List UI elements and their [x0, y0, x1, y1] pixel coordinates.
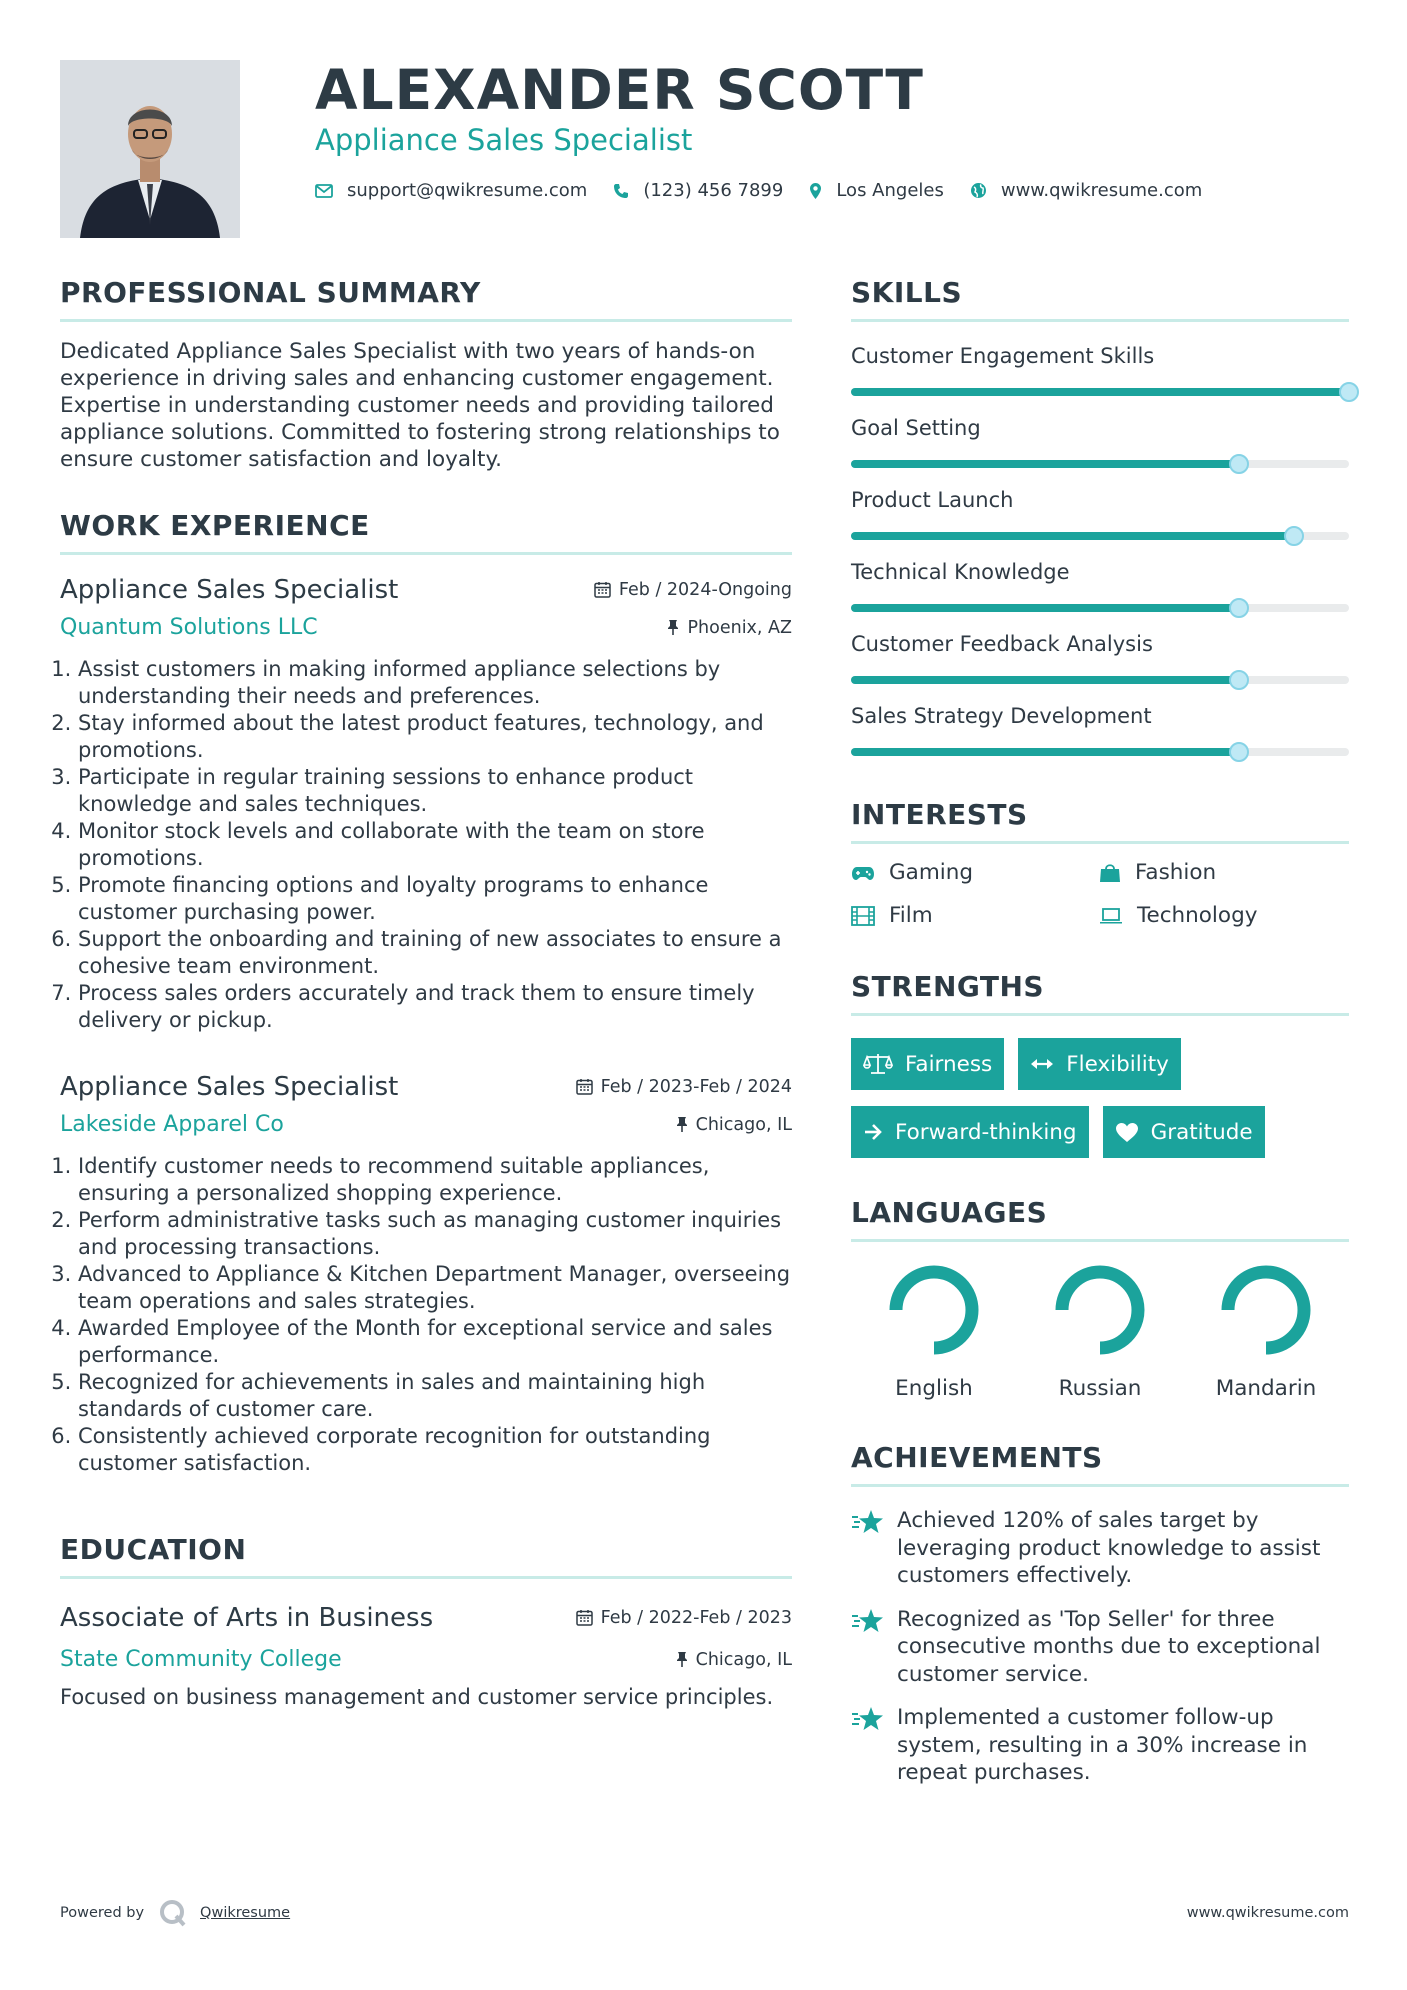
language-name: Mandarin — [1215, 1376, 1317, 1401]
skill-bar-fill — [851, 676, 1239, 684]
interest-label: Technology — [1137, 903, 1258, 928]
job-title: Appliance Sales Specialist — [60, 1072, 399, 1102]
skill-name: Customer Feedback Analysis — [851, 632, 1153, 656]
contact-email-text: support@qwikresume.com — [347, 180, 588, 201]
skill-bar-fill — [851, 748, 1239, 756]
strengths-section — [851, 970, 1349, 1158]
company-name: Lakeside Apparel Co — [60, 1112, 284, 1137]
summary-text: Dedicated Appliance Sales Specialist with two years of hands-on experience in driving sales and enhancing customer engagement. Expertise in understanding customer needs and providing tailored appliance solutions. Committed to fostering strong relationships to ensure customer satisfaction and loyalty. — [60, 339, 780, 472]
list-item: 5. Promote financing options and loyalty programs to enhance customer purchasing power. — [78, 872, 792, 926]
skill-bar-track — [851, 532, 1349, 540]
contact-website-text: www.qwikresume.com — [1000, 180, 1203, 201]
star-award-icon — [851, 1509, 885, 1535]
footer-powered-by — [60, 1898, 290, 1928]
languages-section — [851, 1196, 1349, 1401]
skill-bar-fill — [851, 532, 1294, 540]
job-location-text: Phoenix, AZ — [687, 617, 792, 638]
language-name: English — [895, 1376, 973, 1401]
list-item: 1. Identify customer needs to recommend suitable appliances, ensuring a personalized shopping experience. — [78, 1153, 792, 1207]
interest-label: Fashion — [1135, 860, 1217, 885]
skill-name: Goal Setting — [851, 416, 981, 440]
job-date-text: Feb / 2024-Ongoing — [618, 579, 792, 600]
achievement-item — [851, 1704, 1349, 1787]
star-award-icon — [851, 1608, 885, 1634]
calendar-icon — [594, 581, 611, 598]
candidate-name: ALEXANDER SCOTT — [315, 58, 924, 122]
skill-item — [851, 488, 1349, 540]
achievement-item — [851, 1507, 1349, 1590]
footer-website[interactable]: www.qwikresume.com — [1186, 1905, 1349, 1921]
achievement-text: Recognized as 'Top Seller' for three consecutive months due to exceptional customer service. — [897, 1606, 1321, 1687]
job-date — [594, 580, 792, 600]
skill-item — [851, 704, 1349, 756]
skill-name: Customer Engagement Skills — [851, 344, 1155, 368]
left-column — [60, 276, 792, 1711]
heart-icon — [1115, 1122, 1139, 1143]
job-location — [676, 1115, 792, 1135]
interest-item — [851, 860, 1099, 885]
phone-icon — [613, 183, 629, 199]
skill-bar-fill — [851, 388, 1349, 396]
contact-phone-text: (123) 456 7899 — [643, 180, 784, 201]
calendar-icon — [576, 1609, 593, 1626]
job-duties — [60, 656, 792, 1034]
language-ring — [1218, 1262, 1314, 1358]
skill-bar-knob — [1229, 454, 1249, 474]
contact-email[interactable] — [315, 180, 587, 201]
calendar-icon — [576, 1078, 593, 1095]
achievement-item — [851, 1606, 1349, 1689]
interests-heading: INTERESTS — [851, 798, 1349, 844]
language-ring — [886, 1262, 982, 1358]
education-description: Focused on business management and customer service principles. — [60, 1685, 774, 1709]
interest-item — [851, 903, 1099, 928]
education-location — [676, 1650, 792, 1670]
globe-icon — [970, 182, 987, 199]
skills-section — [851, 276, 1349, 756]
skill-bar-track — [851, 748, 1349, 756]
skill-bar-knob — [1229, 742, 1249, 762]
job-location-text: Chicago, IL — [695, 1114, 792, 1135]
profile-photo — [60, 60, 240, 238]
summary-heading: PROFESSIONAL SUMMARY — [60, 276, 792, 322]
shopping-bag-icon — [1099, 863, 1121, 883]
skill-bar-fill — [851, 460, 1239, 468]
list-item: 2. Perform administrative tasks such as managing customer inquiries and processing transactions. — [78, 1207, 792, 1261]
skill-item — [851, 344, 1349, 396]
pushpin-icon — [676, 1651, 688, 1668]
job-date-text: Feb / 2023-Feb / 2024 — [600, 1076, 792, 1097]
interest-label: Gaming — [889, 860, 974, 885]
envelope-icon — [315, 184, 333, 198]
list-item: 6. Consistently achieved corporate recognition for outstanding customer satisfaction. — [78, 1423, 792, 1477]
skills-heading: SKILLS — [851, 276, 1349, 322]
skill-bar-knob — [1284, 526, 1304, 546]
interest-label: Film — [889, 903, 933, 928]
list-item: 1. Assist customers in making informed appliance selections by understanding their needs and preferences. — [78, 656, 792, 710]
arrow-right-icon — [863, 1123, 883, 1141]
powered-by-text: Powered by — [60, 1905, 145, 1921]
skill-bar-knob — [1339, 382, 1359, 402]
pushpin-icon — [676, 1116, 688, 1133]
achievements-heading: ACHIEVEMENTS — [851, 1441, 1349, 1487]
list-item: 5. Recognized for achievements in sales and maintaining high standards of customer care. — [78, 1369, 792, 1423]
strength-badge — [1103, 1106, 1265, 1158]
work-heading: WORK EXPERIENCE — [60, 509, 792, 555]
contact-location — [809, 180, 944, 201]
list-item: 7. Process sales orders accurately and track them to ensure timely delivery or pickup. — [78, 980, 792, 1034]
languages-heading: LANGUAGES — [851, 1196, 1349, 1242]
strength-badge — [1018, 1038, 1181, 1090]
star-award-icon — [851, 1706, 885, 1732]
list-item: 4. Monitor stock levels and collaborate with the team on store promotions. — [78, 818, 792, 872]
language-item — [851, 1262, 1017, 1401]
skill-item — [851, 560, 1349, 612]
summary-section — [60, 276, 792, 473]
job-location — [667, 618, 792, 638]
list-item: 4. Awarded Employee of the Month for exceptional service and sales performance. — [78, 1315, 792, 1369]
strength-label: Forward-thinking — [895, 1119, 1077, 1145]
strength-label: Gratitude — [1150, 1119, 1253, 1145]
job-duties — [60, 1153, 792, 1477]
map-pin-icon — [809, 182, 822, 200]
achievement-text: Achieved 120% of sales target by leveraging product knowledge to assist customers effectively. — [897, 1508, 1321, 1588]
list-item: 3. Advanced to Appliance & Kitchen Department Manager, overseeing team operations and sales strategies. — [78, 1261, 792, 1315]
education-location-text: Chicago, IL — [695, 1649, 792, 1670]
film-icon — [851, 906, 875, 926]
skill-name: Sales Strategy Development — [851, 704, 1152, 728]
strengths-heading: STRENGTHS — [851, 970, 1349, 1016]
job-entry-1 — [60, 575, 792, 1034]
skill-item — [851, 632, 1349, 684]
interests-section — [851, 798, 1349, 928]
skill-bar-knob — [1229, 598, 1249, 618]
strength-label: Fairness — [905, 1051, 993, 1077]
job-title: Appliance Sales Specialist — [60, 575, 399, 605]
contact-phone[interactable] — [613, 180, 783, 201]
job-date — [576, 1077, 792, 1097]
strength-badge — [851, 1106, 1089, 1158]
education-section — [60, 1533, 792, 1711]
skill-name: Technical Knowledge — [851, 560, 1070, 584]
interest-item — [1099, 860, 1347, 885]
right-column — [851, 276, 1349, 1803]
language-ring — [1052, 1262, 1148, 1358]
contact-website[interactable] — [970, 180, 1202, 201]
candidate-role: Appliance Sales Specialist — [315, 123, 693, 157]
qwikresume-logo-icon — [158, 1898, 188, 1928]
contact-bar — [315, 180, 1228, 201]
language-name: Russian — [1058, 1376, 1142, 1401]
list-item: 3. Participate in regular training sessions to enhance product knowledge and sales techniques. — [78, 764, 792, 818]
strength-badge — [851, 1038, 1004, 1090]
education-date-text: Feb / 2022-Feb / 2023 — [600, 1607, 792, 1628]
gamepad-icon — [851, 865, 875, 881]
skills-list — [851, 344, 1349, 756]
arrows-horizontal-icon — [1030, 1057, 1054, 1071]
skill-bar-fill — [851, 604, 1239, 612]
language-item — [1183, 1262, 1349, 1401]
work-section — [60, 509, 792, 1477]
skill-bar-track — [851, 460, 1349, 468]
skill-bar-track — [851, 604, 1349, 612]
education-date — [576, 1608, 792, 1628]
skill-name: Product Launch — [851, 488, 1014, 512]
laptop-icon — [1099, 907, 1123, 925]
interest-item — [1099, 903, 1347, 928]
pushpin-icon — [667, 619, 679, 636]
strength-label: Flexibility — [1066, 1051, 1169, 1077]
balance-scale-icon — [863, 1053, 893, 1075]
achievements-section — [851, 1441, 1349, 1787]
education-heading: EDUCATION — [60, 1533, 792, 1579]
company-name: Quantum Solutions LLC — [60, 615, 318, 640]
skill-bar-track — [851, 676, 1349, 684]
degree-title: Associate of Arts in Business — [60, 1603, 434, 1633]
job-entry-2 — [60, 1072, 792, 1477]
language-item — [1017, 1262, 1183, 1401]
skill-item — [851, 416, 1349, 468]
contact-location-text: Los Angeles — [836, 180, 944, 201]
school-name: State Community College — [60, 1647, 342, 1672]
list-item: 6. Support the onboarding and training of new associates to ensure a cohesive team environment. — [78, 926, 792, 980]
skill-bar-knob — [1229, 670, 1249, 690]
qwikresume-link[interactable]: Qwikresume — [200, 1905, 291, 1921]
list-item: 2. Stay informed about the latest product features, technology, and promotions. — [78, 710, 792, 764]
achievement-text: Implemented a customer follow-up system, resulting in a 30% increase in repeat purchases. — [897, 1705, 1308, 1785]
skill-bar-track — [851, 388, 1349, 396]
